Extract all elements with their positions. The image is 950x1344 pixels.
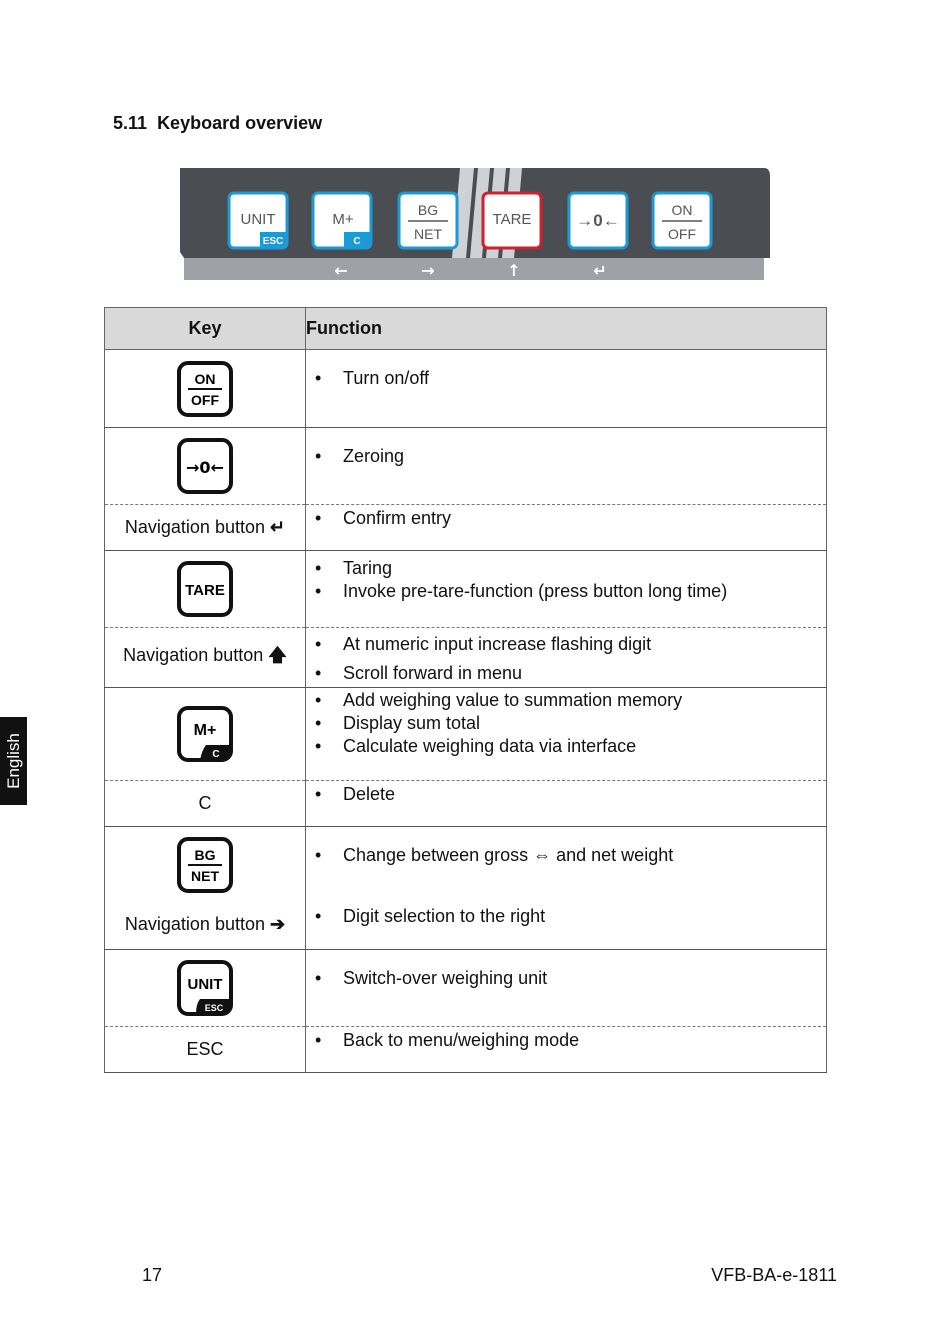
esc-key-label: ESC bbox=[186, 1039, 224, 1059]
function-column-header: Function bbox=[306, 308, 827, 350]
keyboard-bg-net-button bbox=[399, 193, 457, 248]
svg-text:OFF: OFF bbox=[191, 391, 219, 408]
nav-right-arrow-icon: → bbox=[421, 261, 435, 280]
esc-function-cell bbox=[306, 1027, 827, 1073]
nav-button-label: Navigation button bbox=[124, 914, 265, 934]
function-item: • Delete bbox=[306, 783, 826, 806]
function-item: • Switch-over weighing unit bbox=[306, 967, 826, 990]
function-item: • Change between gross ⇔ and net weight bbox=[306, 844, 826, 867]
kb-c-label: C bbox=[353, 236, 361, 247]
m-plus-key-cell bbox=[105, 688, 306, 781]
section-heading: Keyboard overview bbox=[157, 113, 323, 133]
table-row bbox=[105, 628, 827, 688]
function-item: • Calculate weighing data via interface bbox=[306, 735, 826, 758]
language-side-tab bbox=[0, 717, 27, 805]
function-item: • Scroll forward in menu bbox=[306, 662, 826, 685]
c-function-cell bbox=[306, 781, 827, 827]
zero-function-cell bbox=[306, 428, 827, 505]
table-row bbox=[105, 551, 827, 628]
function-item: • Confirm entry bbox=[306, 507, 826, 530]
function-item: • Add weighing value to summation memory bbox=[306, 689, 826, 712]
svg-text:→0←: →0← bbox=[186, 458, 224, 477]
keyboard-zero-button bbox=[569, 193, 627, 248]
kb-unit-label: UNIT bbox=[240, 211, 276, 228]
table-row bbox=[105, 781, 827, 827]
nav-button-label: Navigation button bbox=[124, 517, 265, 537]
keyboard-overview-image bbox=[178, 162, 770, 282]
function-item: • Taring bbox=[306, 557, 826, 580]
key-column-header: Key bbox=[105, 308, 306, 350]
unit-key-icon bbox=[176, 959, 234, 1017]
kb-esc-label: ESC bbox=[262, 236, 284, 247]
function-item: • At numeric input increase flashing digit bbox=[306, 633, 826, 656]
section-title bbox=[113, 113, 322, 134]
esc-key-cell bbox=[105, 1027, 306, 1073]
up-arrow-icon: 🡅 bbox=[268, 644, 287, 665]
unit-function-cell bbox=[306, 950, 827, 1027]
kb-bg-label: BG bbox=[417, 202, 439, 218]
on-off-key-cell bbox=[105, 350, 306, 428]
svg-text:C: C bbox=[212, 749, 220, 760]
c-key-label: C bbox=[198, 793, 212, 813]
enter-arrow-icon: ↵ bbox=[270, 517, 286, 537]
function-item: • Zeroing bbox=[306, 445, 826, 468]
kb-mplus-label: M+ bbox=[332, 211, 354, 228]
m-plus-key-icon bbox=[176, 705, 234, 763]
tare-function-cell bbox=[306, 551, 827, 628]
kb-zero-label: →0← bbox=[576, 211, 620, 230]
nav-enter-arrow-icon: ↵ bbox=[593, 261, 607, 280]
unit-key-cell bbox=[105, 950, 306, 1027]
bg-net-key-cell bbox=[105, 827, 306, 950]
svg-text:NET: NET bbox=[191, 868, 219, 884]
keyboard-unit-button bbox=[229, 193, 287, 248]
table-row bbox=[105, 1027, 827, 1073]
nav-up-key-cell bbox=[105, 628, 306, 688]
function-item: • Display sum total bbox=[306, 712, 826, 735]
svg-text:M+: M+ bbox=[193, 722, 217, 739]
svg-text:ON: ON bbox=[194, 370, 216, 387]
table-row bbox=[105, 505, 827, 551]
section-number: 5.11 bbox=[113, 113, 148, 133]
m-plus-function-cell bbox=[306, 688, 827, 781]
nav-up-arrow-icon: ↑ bbox=[507, 261, 521, 280]
bg-net-key-icon bbox=[176, 836, 234, 894]
on-off-key-icon bbox=[176, 360, 234, 418]
function-item: • Invoke pre-tare-function (press button long time) bbox=[306, 580, 826, 603]
zero-key-icon bbox=[176, 437, 234, 495]
bg-net-function-cell bbox=[306, 827, 827, 950]
function-item: • Back to menu/weighing mode bbox=[306, 1029, 826, 1052]
table-row bbox=[105, 428, 827, 505]
tare-key-icon bbox=[176, 560, 234, 618]
keyboard-on-off-button bbox=[653, 193, 711, 248]
key-function-table bbox=[104, 307, 827, 1073]
nav-enter-function-cell bbox=[306, 505, 827, 551]
nav-up-function-cell bbox=[306, 628, 827, 688]
table-row bbox=[105, 950, 827, 1027]
table-row bbox=[105, 827, 827, 950]
right-arrow-icon: ➔ bbox=[270, 914, 286, 934]
table-row bbox=[105, 688, 827, 781]
svg-text:ESC: ESC bbox=[204, 1003, 224, 1013]
kb-tare-label: TARE bbox=[492, 211, 532, 228]
tare-key-cell bbox=[105, 551, 306, 628]
nav-button-label: Navigation button bbox=[123, 644, 264, 665]
table-row bbox=[105, 350, 827, 428]
svg-text:UNIT: UNIT bbox=[187, 976, 223, 993]
svg-text:TARE: TARE bbox=[185, 582, 225, 599]
nav-enter-key-cell bbox=[105, 505, 306, 551]
kb-net-label: NET bbox=[414, 226, 442, 242]
zero-key-cell bbox=[105, 428, 306, 505]
c-key-cell bbox=[105, 781, 306, 827]
function-item: • Digit selection to the right bbox=[306, 905, 826, 928]
keyboard-m-plus-button bbox=[313, 193, 371, 248]
kb-on-label: ON bbox=[671, 202, 693, 218]
on-off-function-cell bbox=[306, 350, 827, 428]
svg-text:BG: BG bbox=[194, 847, 216, 863]
keyboard-tare-button bbox=[483, 193, 541, 248]
function-item: • Turn on/off bbox=[306, 367, 826, 390]
document-id: VFB-BA-e-1811 bbox=[711, 1265, 837, 1285]
kb-off-label: OFF bbox=[668, 226, 696, 242]
language-label: English bbox=[3, 733, 23, 789]
nav-left-arrow-icon: ← bbox=[334, 261, 348, 280]
page-number: 17 bbox=[142, 1265, 163, 1285]
